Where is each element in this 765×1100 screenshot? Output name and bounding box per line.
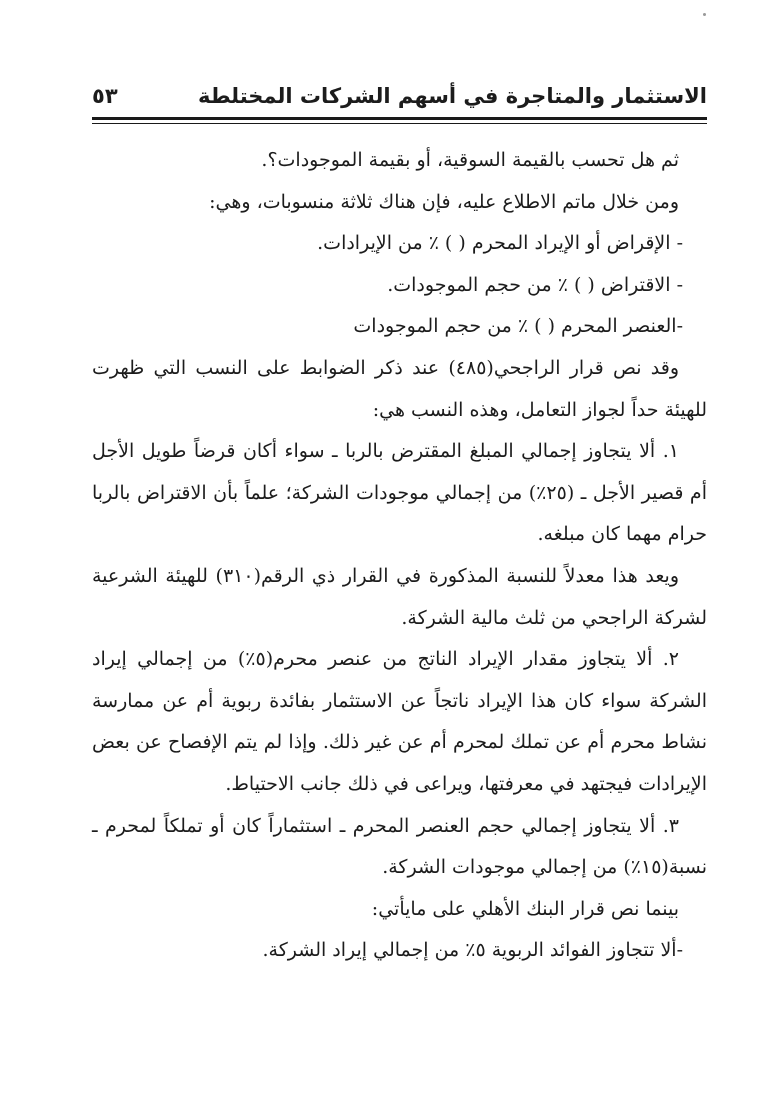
list-item-lending-ratio: - الإقراض أو الإيراد المحرم ( ) ٪ من الإيرادات.	[317, 232, 683, 255]
header-rule-thin	[92, 123, 707, 124]
paragraph-rajhi-decision: وقد نص قرار الراجحي(٤٨٥) عند ذكر الضوابط على النسب التي ظهرت للهيئة حداً لجواز التعامل، وهذه النسب هي:	[92, 356, 707, 421]
paragraph-condition-1: ١. ألا يتجاوز إجمالي المبلغ المقترض بالربا ـ سواء أكان قرضاً طويل الأجل أم قصير الأجل ـ (٢٥٪) من إجمالي موجودات الشركة؛ علماً بأن الاقتراض بالربا حرام مهما كان مبلغه.	[92, 440, 707, 546]
scan-speck	[703, 13, 706, 16]
list-item-prohibited-element: -العنصر المحرم ( ) ٪ من حجم الموجودات	[353, 315, 683, 338]
paragraph-condition-2: ٢. ألا يتجاوز مقدار الإيراد الناتج من عنصر محرم(٥٪) من إجمالي إيراد الشركة سواء كان هذا الإيراد ناتجاً عن الاستثمار بفائدة ربوية أم عن ممارسة نشاط محرم أم عن تملك لمحرم أم عن غير ذلك. وإذا لم يتم الإفصاح عن بعض الإيرادات فيجتهد في معرفتها، ويراعى في ذلك جانب الاحتياط.	[92, 648, 707, 795]
running-title: الاستثمار والمتاجرة في أسهم الشركات المختلطة	[197, 84, 707, 108]
page-number: ٥٣	[92, 84, 118, 108]
page-header	[92, 82, 707, 118]
body-text	[92, 140, 707, 972]
list-item-borrowing-ratio: - الاقتراض ( ) ٪ من حجم الموجودات.	[387, 273, 683, 296]
paragraph-ahli-decision: بينما نص قرار البنك الأهلي على مايأتي:	[371, 897, 679, 920]
header-rule-thick	[92, 117, 707, 120]
paragraph-question: ثم هل تحسب بالقيمة السوقية، أو بقيمة الموجودات؟.	[261, 149, 679, 171]
paragraph-ratios-intro: ومن خلال ماتم الاطلاع عليه، فإن هناك ثلاثة منسوبات، وهي:	[209, 190, 679, 213]
list-item-interest-ratio: -ألا تتجاوز الفوائد الربوية ٥٪ من إجمالي إيراد الشركة.	[262, 939, 683, 962]
paragraph-amendment-note: ويعد هذا معدلاً للنسبة المذكورة في القرار ذي الرقم(٣١٠) للهيئة الشرعية لشركة الراجحي من ثلث مالية الشركة.	[92, 564, 707, 629]
paragraph-condition-3: ٣. ألا يتجاوز إجمالي حجم العنصر المحرم ـ استثماراً كان أو تملكاً لمحرم ـ نسبة(١٥٪) من إجمالي موجودات الشركة.	[92, 814, 707, 879]
